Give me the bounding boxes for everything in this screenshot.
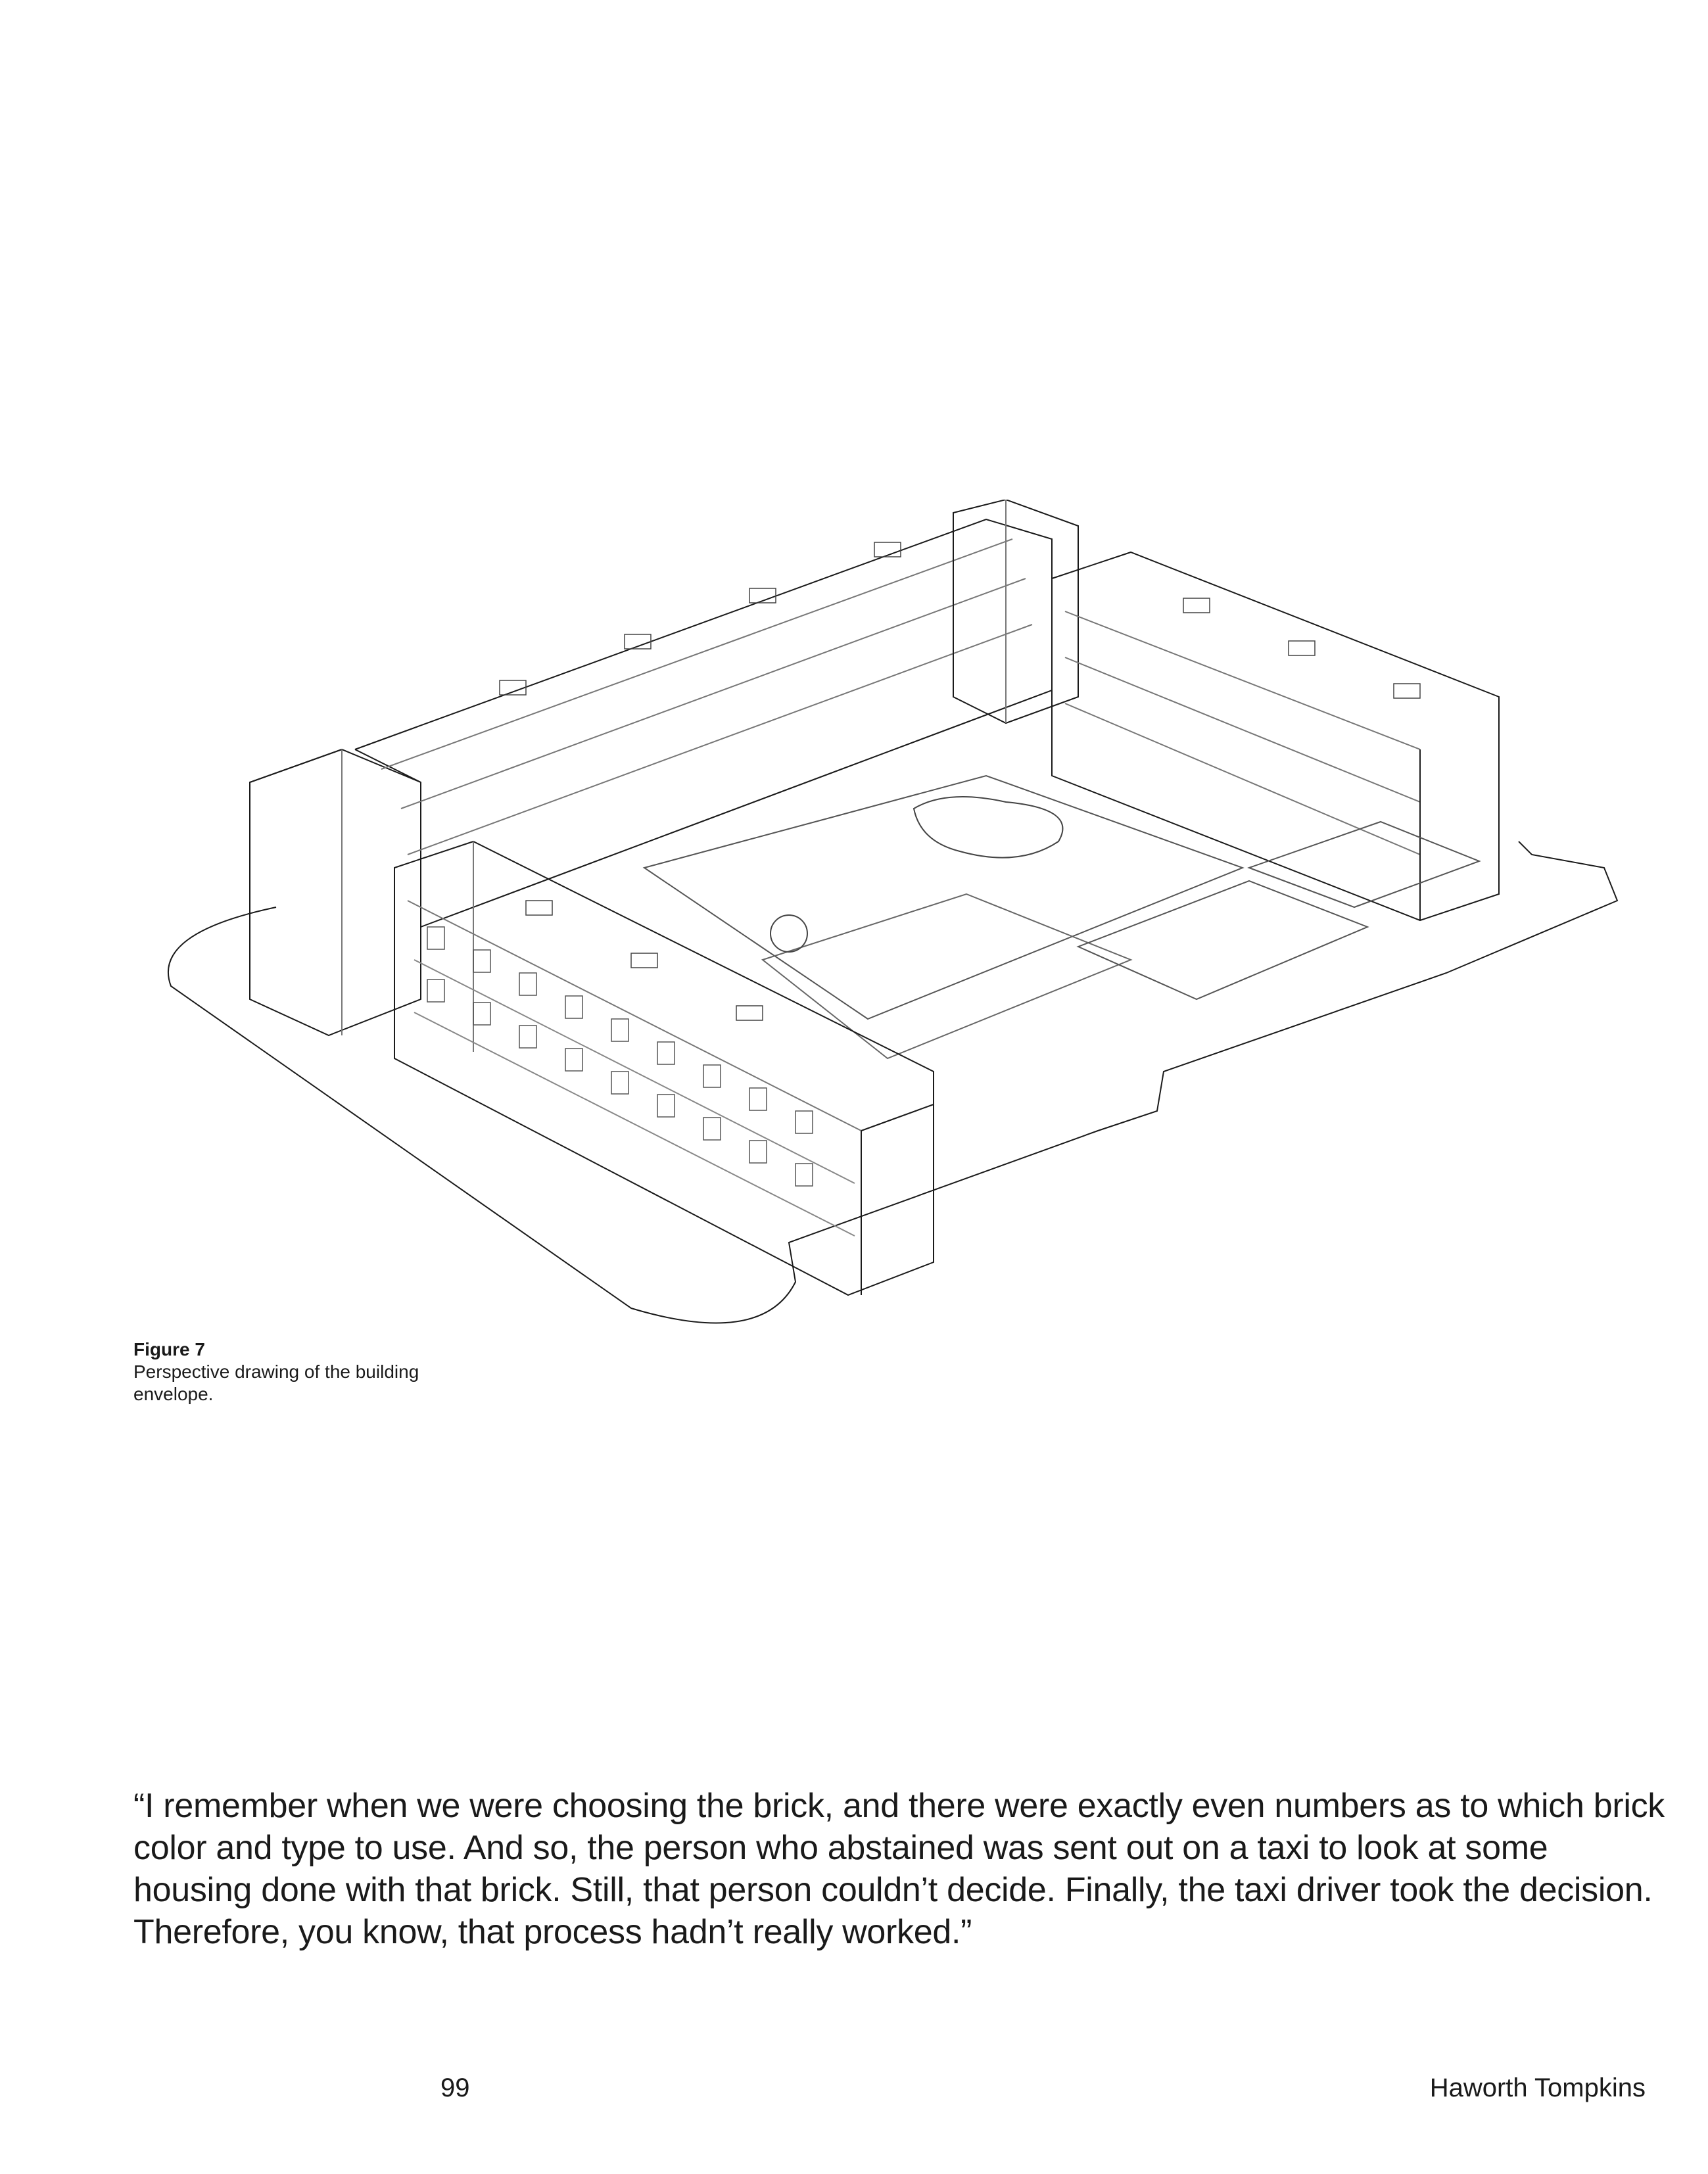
north-block: [355, 519, 1052, 927]
page-number: 99: [440, 2073, 470, 2102]
south-block: [394, 841, 934, 1295]
courtyard-deck: [644, 776, 1243, 1019]
running-footer-credit: Haworth Tompkins: [1429, 2073, 1646, 2102]
east-block: [1052, 552, 1499, 920]
pull-quote: “I remember when we were choosing the brick, and there were exactly even numbers as to which brick color and type to use. And so, the person who abstained was sent out on a taxi to look at some housing done with that brick. Still, that person couldn’t decide. Finally, the taxi driver took the decision. Therefore, you know, that process hadn’t really worked.”: [133, 1787, 1665, 1951]
pool: [914, 797, 1062, 858]
figure-label: Figure 7: [133, 1339, 205, 1359]
fountain: [771, 915, 807, 952]
ramp: [1078, 881, 1367, 999]
site-outline: [168, 841, 1617, 1323]
tower: [953, 500, 1078, 723]
courtyard-inner: [763, 894, 1131, 1058]
figure-caption: [133, 1338, 436, 1406]
south-block-windows: [427, 927, 813, 1186]
building-envelope-drawing: [131, 500, 1644, 1354]
figure-caption-text: Perspective drawing of the building envelope.: [133, 1361, 419, 1404]
roof-skylights: [500, 542, 1420, 1020]
